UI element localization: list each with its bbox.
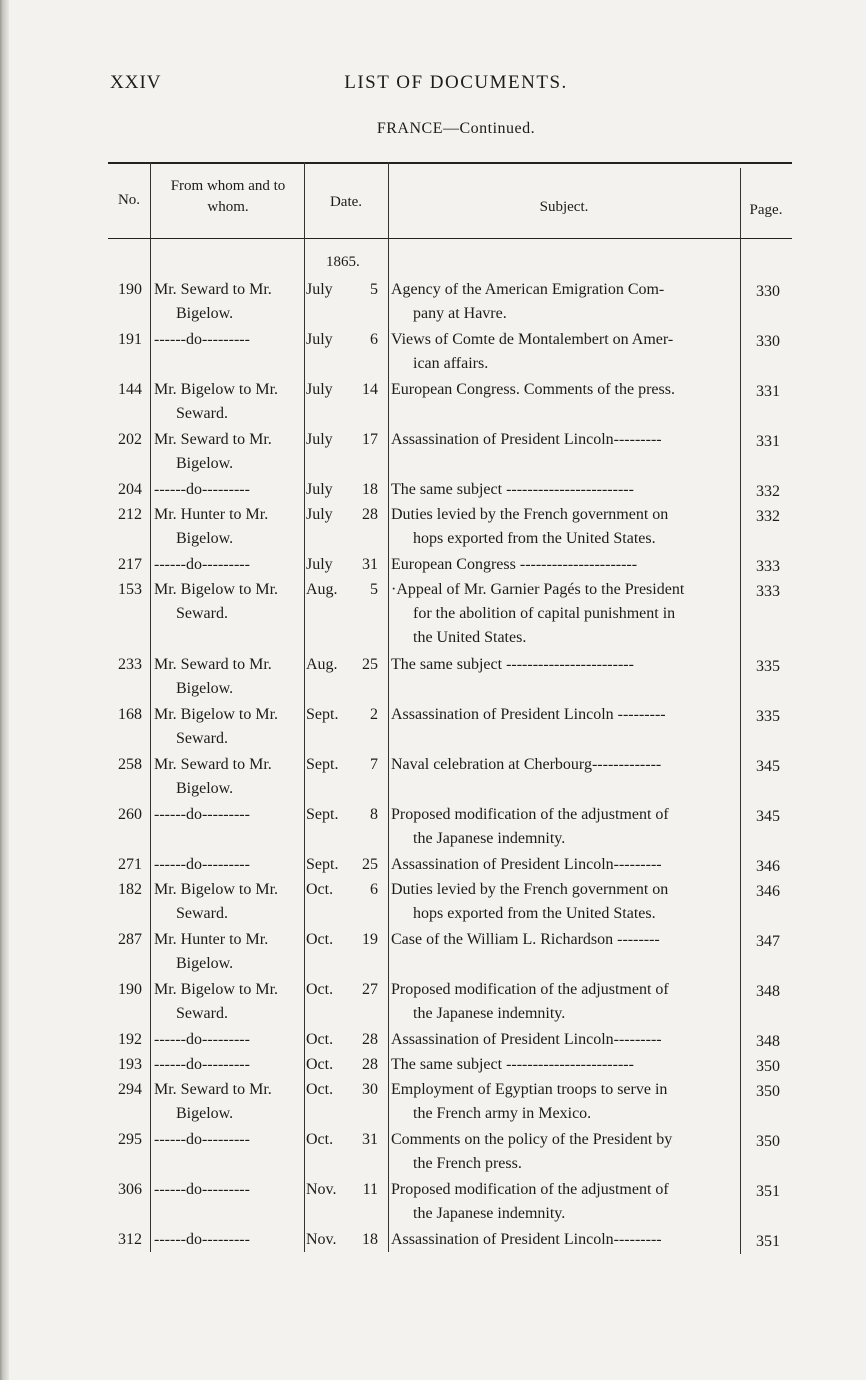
document-number: 153	[118, 581, 142, 598]
document-number: 271	[118, 856, 142, 873]
document-number: 287	[118, 931, 142, 948]
document-number: 306	[118, 1181, 142, 1198]
date-day: 31	[362, 1131, 378, 1148]
date-month: Aug.	[306, 581, 338, 598]
subject-cell	[391, 703, 733, 727]
date-month: Oct.	[306, 1056, 334, 1073]
from-whom-line: ------do---------	[154, 556, 250, 573]
date-day: 25	[362, 856, 378, 873]
date-month: Oct.	[306, 1031, 334, 1048]
page-number: 351	[756, 1183, 780, 1200]
date-month: Sept.	[306, 706, 339, 723]
document-number: 312	[118, 1231, 142, 1248]
table-row	[108, 503, 792, 553]
table-row	[108, 378, 792, 428]
table-row	[108, 578, 792, 646]
date-day: 6	[370, 881, 378, 898]
section-subtitle: FRANCE—Continued.	[376, 120, 536, 137]
table-row	[108, 1228, 792, 1278]
from-whom-line: ------do---------	[154, 856, 250, 873]
subject-line: Case of the William L. Richardson --------	[391, 931, 660, 948]
subject-line: the French press.	[413, 1155, 522, 1172]
page-header	[0, 70, 866, 100]
date-day: 31	[362, 556, 378, 573]
date-day: 28	[362, 506, 378, 523]
table-row	[108, 978, 792, 1028]
from-whom-cell	[154, 853, 302, 877]
date-month: Oct.	[306, 931, 334, 948]
subject-cell	[391, 1028, 733, 1052]
subject-cell	[391, 578, 733, 650]
page-number: 347	[756, 933, 780, 950]
from-whom-line: Bigelow.	[176, 305, 234, 322]
date-day: 28	[362, 1056, 378, 1073]
from-whom-line: ------do---------	[154, 1231, 250, 1248]
page-number: 350	[756, 1133, 780, 1150]
from-whom-cell	[154, 753, 302, 801]
date-month: Oct.	[306, 881, 334, 898]
subject-line: the Japanese indemnity.	[413, 830, 566, 847]
table-row	[108, 803, 792, 853]
from-whom-cell	[154, 703, 302, 751]
subject-cell	[391, 278, 733, 326]
subject-cell	[391, 1178, 733, 1226]
subject-line: Employment of Egyptian troops to serve in	[391, 1081, 668, 1098]
subject-cell	[391, 1228, 733, 1252]
date-month: Oct.	[306, 1081, 334, 1098]
subject-line: Assassination of President Lincoln---------	[391, 1231, 662, 1248]
table-row	[108, 753, 792, 803]
subject-line: the Japanese indemnity.	[413, 1205, 566, 1222]
table-row	[108, 1178, 792, 1228]
subject-cell	[391, 803, 733, 851]
from-whom-cell	[154, 928, 302, 976]
subject-cell	[391, 753, 733, 777]
from-whom-line: Mr. Bigelow to Mr.	[154, 381, 279, 398]
document-number: 212	[118, 506, 142, 523]
document-number: 192	[118, 1031, 142, 1048]
from-whom-cell	[154, 578, 302, 626]
subject-cell	[391, 978, 733, 1026]
from-whom-cell	[154, 1128, 302, 1152]
column-header-page: Page.	[749, 202, 783, 218]
from-whom-line: Bigelow.	[176, 780, 234, 797]
date-month: July	[306, 431, 333, 448]
from-whom-cell	[154, 1053, 302, 1077]
page-number: 350	[756, 1058, 780, 1075]
subject-line: Agency of the American Emigration Com-	[391, 281, 665, 298]
date-month: Oct.	[306, 1131, 334, 1148]
from-whom-cell	[154, 378, 302, 426]
date-day: 2	[370, 706, 378, 723]
page-number: 346	[756, 883, 780, 900]
document-number: 144	[118, 381, 142, 398]
from-whom-line: ------do---------	[154, 1181, 250, 1198]
table-row	[108, 278, 792, 328]
subject-line: Assassination of President Lincoln ---------	[391, 706, 666, 723]
subject-line: Duties levied by the French government on	[391, 881, 669, 898]
document-number: 202	[118, 431, 142, 448]
table-row	[108, 1078, 792, 1128]
from-whom-line: ------do---------	[154, 1056, 250, 1073]
subject-cell	[391, 878, 733, 926]
from-whom-line: Mr. Bigelow to Mr.	[154, 881, 279, 898]
from-whom-line: ------do---------	[154, 806, 250, 823]
subject-cell	[391, 853, 733, 877]
table-row	[108, 928, 792, 978]
subject-line: Naval celebration at Cherbourg-------------	[391, 756, 662, 773]
table-row	[108, 653, 792, 703]
subject-line: Proposed modification of the adjustment of	[391, 1181, 669, 1198]
date-month: July	[306, 281, 333, 298]
subject-line: Duties levied by the French government on	[391, 506, 669, 523]
date-day: 18	[362, 1231, 378, 1248]
subject-line: the Japanese indemnity.	[413, 1005, 566, 1022]
date-month: Oct.	[306, 981, 334, 998]
subject-line: pany at Havre.	[413, 305, 507, 322]
date-day: 8	[370, 806, 378, 823]
document-number: 260	[118, 806, 142, 823]
from-whom-cell	[154, 328, 302, 352]
subject-cell	[391, 378, 733, 402]
subject-cell	[391, 1078, 733, 1126]
page-number: 333	[756, 583, 780, 600]
date-day: 5	[370, 581, 378, 598]
page-title: LIST OF DOCUMENTS.	[344, 72, 568, 93]
subject-line: ican affairs.	[413, 355, 489, 372]
document-number: 182	[118, 881, 142, 898]
subject-line: Views of Comte de Montalembert on Amer-	[391, 331, 674, 348]
from-whom-line: Seward.	[176, 730, 228, 747]
document-number: 190	[118, 981, 142, 998]
page-number: 332	[756, 508, 780, 525]
from-whom-line: Bigelow.	[176, 530, 234, 547]
date-day: 7	[370, 756, 378, 773]
from-whom-cell	[154, 478, 302, 502]
column-header-from: From whom and to whom.	[170, 178, 286, 215]
from-whom-cell	[154, 553, 302, 577]
from-whom-line: Mr. Seward to Mr.	[154, 756, 272, 773]
page-number: 331	[756, 433, 780, 450]
date-day: 28	[362, 1031, 378, 1048]
page-number: 331	[756, 383, 780, 400]
document-number: 190	[118, 281, 142, 298]
page-number: 346	[756, 858, 780, 875]
subject-line: Proposed modification of the adjustment of	[391, 981, 669, 998]
subject-line: The same subject ------------------------	[391, 481, 634, 498]
document-number: 204	[118, 481, 142, 498]
date-day: 30	[362, 1081, 378, 1098]
from-whom-line: Mr. Seward to Mr.	[154, 431, 272, 448]
page-number: 333	[756, 558, 780, 575]
table-row	[108, 703, 792, 753]
from-whom-cell	[154, 803, 302, 827]
from-whom-cell	[154, 1078, 302, 1126]
from-whom-line: Bigelow.	[176, 455, 234, 472]
page-edge	[0, 0, 9, 1380]
date-month: July	[306, 381, 333, 398]
subject-line: hops exported from the United States.	[413, 530, 656, 547]
from-whom-line: ------do---------	[154, 481, 250, 498]
column-header-subject: Subject.	[539, 199, 589, 215]
from-whom-line: Seward.	[176, 605, 228, 622]
date-day: 27	[362, 981, 378, 998]
subject-line: the United States.	[413, 629, 527, 646]
document-number: 233	[118, 656, 142, 673]
subject-cell	[391, 653, 733, 677]
page-number: 348	[756, 983, 780, 1000]
subject-line: hops exported from the United States.	[413, 905, 656, 922]
document-number: 294	[118, 1081, 142, 1098]
from-whom-cell	[154, 978, 302, 1026]
date-month: July	[306, 506, 333, 523]
from-whom-cell	[154, 503, 302, 551]
page-number: 350	[756, 1083, 780, 1100]
page-number: 335	[756, 708, 780, 725]
from-whom-line: ------do---------	[154, 331, 250, 348]
top-rule	[108, 162, 792, 164]
from-whom-line: ------do---------	[154, 1131, 250, 1148]
from-whom-line: Mr. Seward to Mr.	[154, 656, 272, 673]
date-month: Sept.	[306, 806, 339, 823]
page-number: 335	[756, 658, 780, 675]
from-whom-line: Bigelow.	[176, 1105, 234, 1122]
subject-line: European Congress. Comments of the press.	[391, 381, 675, 398]
page-number: 345	[756, 758, 780, 775]
subject-line: Assassination of President Lincoln---------	[391, 431, 662, 448]
subject-line: The same subject ------------------------	[391, 1056, 634, 1073]
date-day: 19	[362, 931, 378, 948]
from-whom-line: Seward.	[176, 405, 228, 422]
date-month: Sept.	[306, 756, 339, 773]
date-day: 6	[370, 331, 378, 348]
subject-line: European Congress ----------------------	[391, 556, 638, 573]
subject-line: The same subject ------------------------	[391, 656, 634, 673]
table-row	[108, 428, 792, 478]
subject-line: Comments on the policy of the President by	[391, 1131, 673, 1148]
table-row	[108, 878, 792, 928]
date-day: 11	[362, 1181, 378, 1198]
from-whom-cell	[154, 1178, 302, 1202]
from-whom-line: Mr. Hunter to Mr.	[154, 506, 269, 523]
table-row	[108, 1128, 792, 1178]
document-number: 193	[118, 1056, 142, 1073]
document-number: 258	[118, 756, 142, 773]
date-day: 18	[362, 481, 378, 498]
page-number: 332	[756, 483, 780, 500]
column-header-date: Date.	[329, 194, 363, 210]
document-number: 191	[118, 331, 142, 348]
document-number: 217	[118, 556, 142, 573]
year-label: 1865.	[326, 254, 360, 270]
subject-cell	[391, 1053, 733, 1077]
subject-line: for the abolition of capital punishment in	[413, 605, 676, 622]
subject-cell	[391, 1128, 733, 1176]
subject-cell	[391, 328, 733, 376]
from-whom-line: ------do---------	[154, 1031, 250, 1048]
from-whom-line: Mr. Seward to Mr.	[154, 1081, 272, 1098]
from-whom-line: Mr. Bigelow to Mr.	[154, 581, 279, 598]
date-month: Aug.	[306, 656, 338, 673]
subject-cell	[391, 553, 733, 577]
date-month: Nov.	[306, 1231, 337, 1248]
documents-table	[108, 160, 792, 1256]
date-month: Sept.	[306, 856, 339, 873]
from-whom-cell	[154, 653, 302, 701]
subject-line: the French army in Mexico.	[413, 1105, 592, 1122]
from-whom-cell	[154, 1028, 302, 1052]
date-month: July	[306, 331, 333, 348]
subject-cell	[391, 503, 733, 551]
date-day: 5	[370, 281, 378, 298]
from-whom-line: Seward.	[176, 905, 228, 922]
from-whom-cell	[154, 878, 302, 926]
page-number: 348	[756, 1033, 780, 1050]
subject-cell	[391, 928, 733, 952]
from-whom-line: Seward.	[176, 1005, 228, 1022]
page-number: 351	[756, 1233, 780, 1250]
subject-line: Assassination of President Lincoln---------	[391, 856, 662, 873]
subject-line: ·Appeal of Mr. Garnier Pagés to the President	[391, 581, 685, 598]
page-number: 330	[756, 283, 780, 300]
date-month: July	[306, 556, 333, 573]
date-day: 17	[362, 431, 378, 448]
from-whom-line: Bigelow.	[176, 680, 234, 697]
page-number-roman: XXIV	[110, 72, 162, 93]
date-month: Nov.	[306, 1181, 337, 1198]
subject-line: Assassination of President Lincoln---------	[391, 1031, 662, 1048]
subject-cell	[391, 428, 733, 452]
document-number: 295	[118, 1131, 142, 1148]
from-whom-line: Mr. Seward to Mr.	[154, 281, 272, 298]
from-whom-line: Mr. Bigelow to Mr.	[154, 981, 279, 998]
date-day: 25	[362, 656, 378, 673]
page-number: 345	[756, 808, 780, 825]
from-whom-line: Mr. Bigelow to Mr.	[154, 706, 279, 723]
from-whom-cell	[154, 278, 302, 326]
header-rule	[108, 238, 792, 239]
date-day: 14	[362, 381, 378, 398]
from-whom-cell	[154, 1228, 302, 1252]
from-whom-cell	[154, 428, 302, 476]
subject-cell	[391, 478, 733, 502]
column-header-no: No.	[117, 192, 141, 208]
from-whom-line: Bigelow.	[176, 955, 234, 972]
date-month: July	[306, 481, 333, 498]
subject-line: Proposed modification of the adjustment of	[391, 806, 669, 823]
from-whom-line: Mr. Hunter to Mr.	[154, 931, 269, 948]
table-row	[108, 328, 792, 378]
document-number: 168	[118, 706, 142, 723]
page-number: 330	[756, 333, 780, 350]
